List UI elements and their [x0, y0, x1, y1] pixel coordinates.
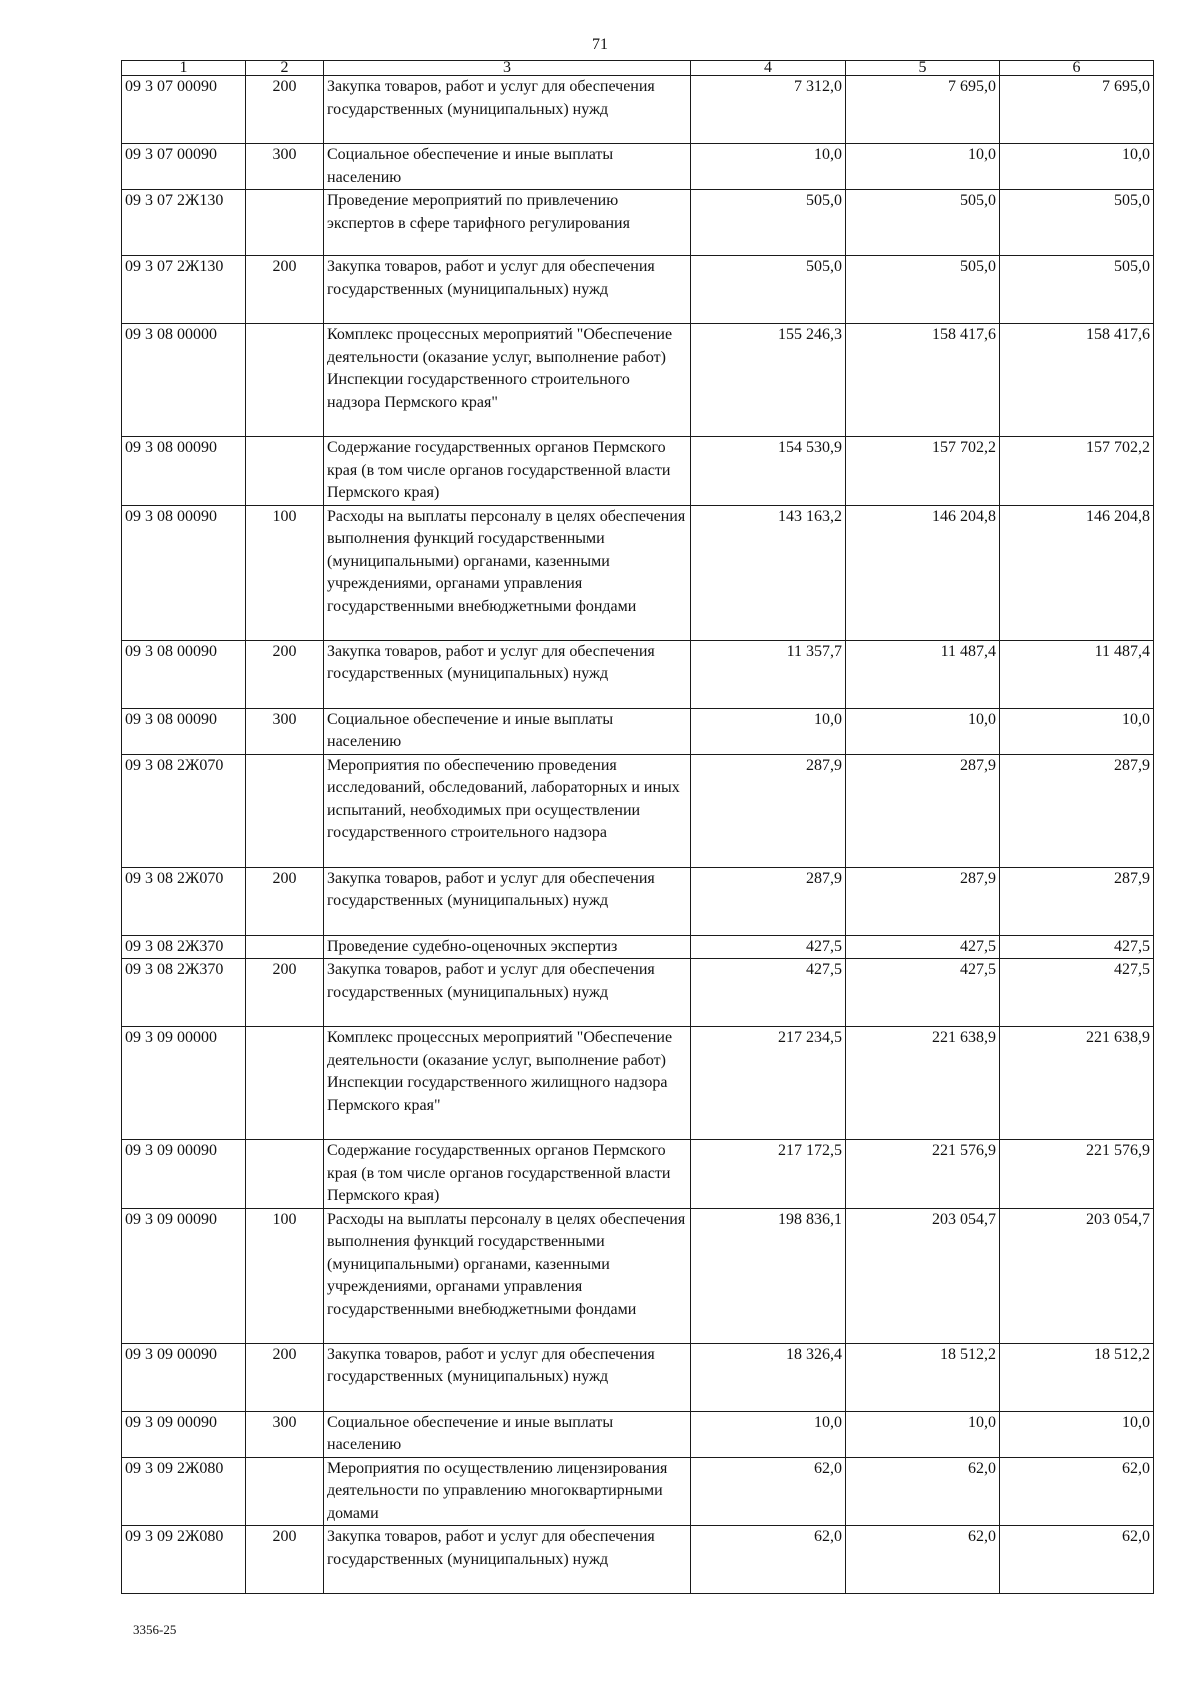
- column-header-1: 1: [122, 61, 246, 76]
- column-header-6: 6: [1000, 61, 1154, 76]
- row-code: 09 3 09 00090: [122, 1208, 246, 1343]
- row-value-4: 217 172,5: [691, 1140, 846, 1209]
- row-expense-type: [246, 437, 324, 506]
- row-code: 09 3 07 00090: [122, 144, 246, 190]
- row-expense-type: [246, 1457, 324, 1526]
- row-code: 09 3 08 2Ж070: [122, 754, 246, 867]
- table-row: [122, 324, 1154, 437]
- row-expense-type: 300: [246, 144, 324, 190]
- row-value-4: 11 357,7: [691, 640, 846, 708]
- table-row: [122, 959, 1154, 1027]
- table-header-row: [122, 61, 1154, 76]
- row-value-4: 427,5: [691, 959, 846, 1027]
- row-value-4: 10,0: [691, 144, 846, 190]
- row-value-6: 146 204,8: [1000, 505, 1154, 640]
- row-expense-type: 300: [246, 708, 324, 754]
- row-expense-type: 200: [246, 1343, 324, 1411]
- row-name: Социальное обеспечение и иные выплаты населению: [324, 1411, 691, 1457]
- row-code: 09 3 07 2Ж130: [122, 256, 246, 324]
- row-value-5: 505,0: [846, 190, 1000, 256]
- row-name: Закупка товаров, работ и услуг для обеспечения государственных (муниципальных) нужд: [324, 1526, 691, 1594]
- row-value-4: 143 163,2: [691, 505, 846, 640]
- row-code: 09 3 07 00090: [122, 76, 246, 144]
- row-code: 09 3 09 2Ж080: [122, 1526, 246, 1594]
- row-value-5: 62,0: [846, 1457, 1000, 1526]
- row-name: Закупка товаров, работ и услуг для обеспечения государственных (муниципальных) нужд: [324, 1343, 691, 1411]
- row-value-4: 10,0: [691, 708, 846, 754]
- row-value-6: 11 487,4: [1000, 640, 1154, 708]
- row-name: Комплекс процессных мероприятий "Обеспечение деятельности (оказание услуг, выполнение работ) Инспекции государственного строительного надзора Пермского края": [324, 324, 691, 437]
- table-row: [122, 505, 1154, 640]
- row-value-6: 427,5: [1000, 935, 1154, 959]
- row-name: Мероприятия по осуществлению лицензирования деятельности по управлению многоквартирными домами: [324, 1457, 691, 1526]
- row-value-6: 62,0: [1000, 1526, 1154, 1594]
- row-code: 09 3 08 00000: [122, 324, 246, 437]
- row-name: Закупка товаров, работ и услуг для обеспечения государственных (муниципальных) нужд: [324, 959, 691, 1027]
- row-name: Мероприятия по обеспечению проведения исследований, обследований, лабораторных и иных испытаний, необходимых при осуществлении государственного строительного надзора: [324, 754, 691, 867]
- table-row: [122, 1208, 1154, 1343]
- table-row: [122, 144, 1154, 190]
- row-value-6: 10,0: [1000, 1411, 1154, 1457]
- table-row: [122, 1411, 1154, 1457]
- table-row: [122, 1343, 1154, 1411]
- row-name: Проведение судебно-оценочных экспертиз: [324, 935, 691, 959]
- row-value-5: 158 417,6: [846, 324, 1000, 437]
- row-expense-type: 200: [246, 959, 324, 1027]
- row-value-5: 287,9: [846, 867, 1000, 935]
- column-header-3: 3: [324, 61, 691, 76]
- row-code: 09 3 07 2Ж130: [122, 190, 246, 256]
- document-code: 3356-25: [133, 1622, 177, 1637]
- row-value-4: 18 326,4: [691, 1343, 846, 1411]
- row-name: Расходы на выплаты персоналу в целях обеспечения выполнения функций государственными (муниципальными) органами, казенными учреждениями, органами управления государственными внебюджетными фондами: [324, 1208, 691, 1343]
- row-value-4: 62,0: [691, 1526, 846, 1594]
- table-row: [122, 867, 1154, 935]
- row-expense-type: 100: [246, 505, 324, 640]
- row-name: Закупка товаров, работ и услуг для обеспечения государственных (муниципальных) нужд: [324, 76, 691, 144]
- row-code: 09 3 09 00000: [122, 1027, 246, 1140]
- row-expense-type: [246, 1027, 324, 1140]
- row-value-6: 10,0: [1000, 144, 1154, 190]
- row-value-5: 427,5: [846, 959, 1000, 1027]
- table-row: [122, 640, 1154, 708]
- row-name: Закупка товаров, работ и услуг для обеспечения государственных (муниципальных) нужд: [324, 867, 691, 935]
- row-expense-type: 100: [246, 1208, 324, 1343]
- row-value-4: 198 836,1: [691, 1208, 846, 1343]
- table-row: [122, 256, 1154, 324]
- table-row: [122, 437, 1154, 506]
- row-expense-type: 200: [246, 640, 324, 708]
- row-expense-type: [246, 190, 324, 256]
- row-value-6: 287,9: [1000, 754, 1154, 867]
- row-value-5: 62,0: [846, 1526, 1000, 1594]
- budget-table: [121, 60, 1154, 1594]
- row-name: Проведение мероприятий по привлечению экспертов в сфере тарифного регулирования: [324, 190, 691, 256]
- page-number: 71: [592, 36, 608, 53]
- table-row: [122, 1457, 1154, 1526]
- table-row: [122, 708, 1154, 754]
- row-expense-type: [246, 935, 324, 959]
- table-row: [122, 76, 1154, 144]
- row-value-6: 221 576,9: [1000, 1140, 1154, 1209]
- row-name: Комплекс процессных мероприятий "Обеспечение деятельности (оказание услуг, выполнение работ) Инспекции государственного жилищного надзора Пермского края": [324, 1027, 691, 1140]
- table-row: [122, 1526, 1154, 1594]
- table-row: [122, 935, 1154, 959]
- row-value-4: 155 246,3: [691, 324, 846, 437]
- row-value-6: 18 512,2: [1000, 1343, 1154, 1411]
- row-code: 09 3 08 00090: [122, 708, 246, 754]
- row-code: 09 3 08 2Ж070: [122, 867, 246, 935]
- row-name: Социальное обеспечение и иные выплаты населению: [324, 708, 691, 754]
- row-value-5: 10,0: [846, 708, 1000, 754]
- row-name: Закупка товаров, работ и услуг для обеспечения государственных (муниципальных) нужд: [324, 640, 691, 708]
- row-value-6: 427,5: [1000, 959, 1154, 1027]
- row-value-6: 203 054,7: [1000, 1208, 1154, 1343]
- row-value-6: 505,0: [1000, 256, 1154, 324]
- row-value-6: 62,0: [1000, 1457, 1154, 1526]
- row-value-4: 505,0: [691, 190, 846, 256]
- row-code: 09 3 08 2Ж370: [122, 935, 246, 959]
- row-value-5: 146 204,8: [846, 505, 1000, 640]
- row-code: 09 3 08 00090: [122, 437, 246, 506]
- row-value-4: 10,0: [691, 1411, 846, 1457]
- row-code: 09 3 09 00090: [122, 1343, 246, 1411]
- row-expense-type: [246, 1140, 324, 1209]
- row-name: Социальное обеспечение и иные выплаты населению: [324, 144, 691, 190]
- table-row: [122, 754, 1154, 867]
- row-expense-type: 300: [246, 1411, 324, 1457]
- row-value-5: 157 702,2: [846, 437, 1000, 506]
- row-value-6: 158 417,6: [1000, 324, 1154, 437]
- row-value-5: 427,5: [846, 935, 1000, 959]
- column-header-5: 5: [846, 61, 1000, 76]
- table-row: [122, 190, 1154, 256]
- row-code: 09 3 09 00090: [122, 1140, 246, 1209]
- table-row: [122, 1027, 1154, 1140]
- row-code: 09 3 09 2Ж080: [122, 1457, 246, 1526]
- row-value-6: 7 695,0: [1000, 76, 1154, 144]
- row-value-6: 505,0: [1000, 190, 1154, 256]
- row-value-4: 154 530,9: [691, 437, 846, 506]
- row-expense-type: [246, 754, 324, 867]
- row-value-6: 10,0: [1000, 708, 1154, 754]
- row-value-4: 7 312,0: [691, 76, 846, 144]
- row-expense-type: [246, 324, 324, 437]
- row-value-5: 221 576,9: [846, 1140, 1000, 1209]
- row-expense-type: 200: [246, 76, 324, 144]
- row-value-4: 427,5: [691, 935, 846, 959]
- row-value-5: 203 054,7: [846, 1208, 1000, 1343]
- row-code: 09 3 08 00090: [122, 640, 246, 708]
- row-value-4: 217 234,5: [691, 1027, 846, 1140]
- row-value-6: 287,9: [1000, 867, 1154, 935]
- row-code: 09 3 09 00090: [122, 1411, 246, 1457]
- row-code: 09 3 08 2Ж370: [122, 959, 246, 1027]
- row-value-4: 62,0: [691, 1457, 846, 1526]
- column-header-4: 4: [691, 61, 846, 76]
- row-value-4: 287,9: [691, 867, 846, 935]
- row-value-5: 18 512,2: [846, 1343, 1000, 1411]
- row-value-5: 11 487,4: [846, 640, 1000, 708]
- row-expense-type: 200: [246, 867, 324, 935]
- row-value-4: 287,9: [691, 754, 846, 867]
- row-expense-type: 200: [246, 1526, 324, 1594]
- row-value-4: 505,0: [691, 256, 846, 324]
- row-value-5: 10,0: [846, 144, 1000, 190]
- row-value-5: 505,0: [846, 256, 1000, 324]
- row-value-5: 7 695,0: [846, 76, 1000, 144]
- row-name: Содержание государственных органов Пермского края (в том числе органов государственной власти Пермского края): [324, 437, 691, 506]
- row-value-5: 287,9: [846, 754, 1000, 867]
- row-name: Закупка товаров, работ и услуг для обеспечения государственных (муниципальных) нужд: [324, 256, 691, 324]
- row-code: 09 3 08 00090: [122, 505, 246, 640]
- row-value-6: 157 702,2: [1000, 437, 1154, 506]
- row-expense-type: 200: [246, 256, 324, 324]
- table-row: [122, 1140, 1154, 1209]
- row-name: Содержание государственных органов Пермского края (в том числе органов государственной власти Пермского края): [324, 1140, 691, 1209]
- row-name: Расходы на выплаты персоналу в целях обеспечения выполнения функций государственными (муниципальными) органами, казенными учреждениями, органами управления государственными внебюджетными фондами: [324, 505, 691, 640]
- column-header-2: 2: [246, 61, 324, 76]
- row-value-5: 10,0: [846, 1411, 1000, 1457]
- row-value-6: 221 638,9: [1000, 1027, 1154, 1140]
- row-value-5: 221 638,9: [846, 1027, 1000, 1140]
